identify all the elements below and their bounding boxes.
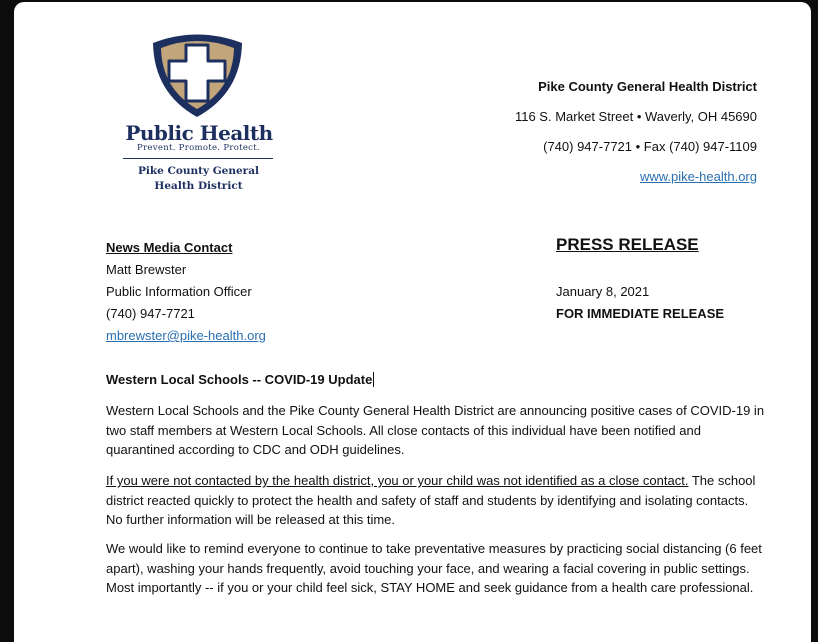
contact-name: Matt Brewster	[106, 262, 187, 277]
article-headline[interactable]	[106, 372, 374, 387]
paragraph-2-rest: The school district reacted quickly to protect the health and safety of staff and students by identifying and isolating contacts. No further information will be released at this time.	[106, 473, 756, 527]
article-paragraph-3: We would like to remind everyone to continue to take preventative measures by practicing social distancing (6 feet apart), washing your hands frequently, avoid touching your face, and wearing a facial covering in public settings. Most importantly -- if you or your child feel sick, STAY HOME and seek guidance from a health care professional.	[106, 541, 762, 595]
website-link[interactable]: www.pike-health.org	[639, 169, 757, 184]
logo-title: Public Health	[125, 121, 273, 145]
press-release-label: PRESS RELEASE	[556, 235, 699, 254]
article-paragraph-2	[106, 471, 766, 530]
contact-email-link[interactable]: mbrewster@pike-health.org	[106, 328, 266, 343]
document-page	[14, 2, 811, 642]
letterhead-street: 116 S. Market Street • Waverly, OH 45690	[514, 109, 757, 124]
release-date: January 8, 2021	[556, 284, 650, 299]
contact-phone: (740) 947-7721	[106, 306, 195, 321]
contact-title: Public Information Officer	[106, 284, 252, 299]
article-paragraph-1: Western Local Schools and the Pike County General Health District are announcing positive cases of COVID-19 in two staff members at Western Local Schools. All close contacts of this individual have been notified and quarantined according to CDC and ODH guidelines.	[106, 403, 765, 457]
logo-divider	[123, 158, 273, 159]
shield-cross-icon	[150, 31, 245, 119]
letterhead-name: Pike County General Health District	[538, 79, 757, 94]
article-headline-text: Western Local Schools -- COVID-19 Update	[106, 372, 373, 387]
logo-district: Pike County General Health District	[137, 165, 260, 192]
letterhead-phone-fax: (740) 947-7721 • Fax (740) 947-1109	[543, 139, 757, 154]
release-timing: FOR IMMEDIATE RELEASE	[556, 306, 725, 321]
contact-heading: News Media Contact	[106, 240, 233, 255]
public-health-logo	[121, 31, 276, 201]
paragraph-2-underlined: If you were not contacted by the health district, you or your child was not identified as a close contact.	[106, 473, 689, 488]
logo-tagline: Prevent. Promote. Protect.	[137, 143, 260, 153]
